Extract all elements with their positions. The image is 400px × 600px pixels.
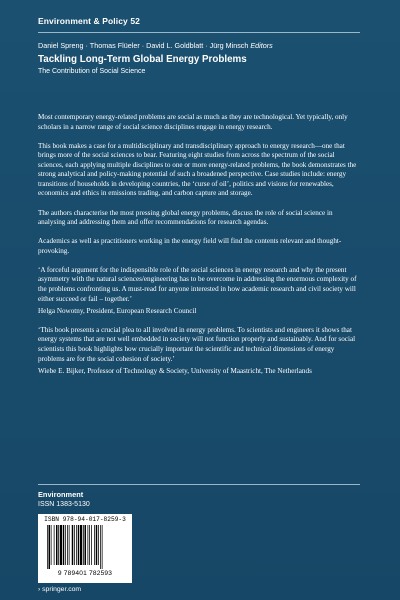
blurb-paragraph: The authors characterise the most pressing global energy problems, discuss the role of social science in analysing and addressing them and offer recommendations for research agendas. — [38, 208, 333, 227]
barcode-bar — [69, 525, 70, 565]
endorsement-quote: ‘A forceful argument for the indispensible role of the social sciences in energy research and why the present asymmetry with the natural sciences/engineering has to be overcome in addressing the enormous complexity of the problems confronting us. A must-read for anyone interested in how academic research and civil society will either succeed or fail – together.’ — [38, 265, 357, 303]
barcode-bar — [49, 525, 51, 569]
barcode-bar — [63, 525, 65, 565]
barcode-bar — [78, 525, 80, 565]
barcode-bar — [98, 525, 99, 565]
barcode-isbn: ISBN 978-94-017-8259-3 — [44, 516, 126, 523]
book-title: Tackling Long-Term Global Energy Problems — [38, 54, 247, 65]
editors-tag: Editors — [250, 41, 273, 50]
barcode-bar — [58, 525, 59, 565]
subject-category: Environment — [38, 490, 84, 499]
editor-names: Daniel Spreng · Thomas Flüeler · David L. Goldblatt · Jürg Minsch — [38, 41, 249, 50]
barcode-bar — [96, 525, 98, 565]
blurb-paragraph: This book makes a case for a multidisciplinary and transdisciplinary approach to energy research—one that brings more of the social sciences to bear. Featuring eight studies from across the spectrum of the social sciences, each applying multiple disciplines to one or more energy-related problems, the book demonstrates the strong analytical and policy-making potential of such a broadened perspective. Case studies include: energy transitions of households in developing countries, the ‘curse of oil’, politics and visions for renewables, economics and ethics in emissions trading, and carbon capture and storage. — [38, 141, 357, 198]
barcode-bar — [56, 525, 58, 565]
publisher-url[interactable]: › springer.com — [38, 586, 82, 593]
barcode-bar — [102, 525, 103, 569]
barcode-bar — [83, 525, 84, 565]
barcode-bar — [67, 525, 68, 565]
barcode-icon — [47, 525, 123, 569]
barcode-bar — [91, 525, 92, 565]
endorsement-quote: ‘This book presents a crucial plea to all involved in energy problems. To scientists and engineers it shows that energy systems that are not well embedded in society will not function properly and sustainably. And for social scientists this book highlights how crucially important the scientific and technical dimensions of energy problems are for the social cohesion of society.’ — [38, 325, 356, 363]
endorsement-author: Wiebe E. Bijker, Professor of Technology & Society, University of Maastricht, The Netherlands — [38, 366, 312, 375]
blurb-paragraph: Academics as well as practitioners working in the energy field will find the contents relevant and thought-provoking. — [38, 237, 342, 255]
barcode-bar — [89, 525, 90, 565]
series-label: Environment & Policy 52 — [38, 16, 140, 26]
barcode-bar — [65, 525, 66, 565]
barcode-bar — [51, 525, 52, 565]
barcode-bar — [74, 525, 75, 565]
book-subtitle: The Contribution of Social Science — [38, 68, 146, 75]
barcode-bar — [100, 525, 101, 569]
editors-line — [38, 41, 273, 50]
barcode-bar — [88, 525, 89, 565]
barcode-panel — [38, 514, 132, 583]
blurb-paragraph: Most contemporary energy-related problems are social as much as they are technological. Yet typically, only scholars in a narrow range of social science disciplines engage in energy research. — [38, 113, 348, 131]
barcode-bar — [76, 525, 77, 565]
barcode-digits: 9 789401 782593 — [57, 570, 113, 577]
barcode-bar — [54, 525, 55, 565]
barcode-bar — [80, 525, 82, 565]
endorsement-author: Helga Nowotny, President, European Research Council — [38, 306, 197, 315]
barcode-bar — [72, 525, 74, 565]
blurb-text — [38, 113, 360, 386]
issn-label: ISSN 1383-5130 — [38, 501, 90, 508]
barcode-bar — [60, 525, 62, 565]
bottom-divider — [38, 484, 360, 485]
barcode-bar — [47, 525, 48, 569]
top-divider — [38, 32, 360, 33]
barcode-bar — [94, 525, 95, 565]
barcode-bar — [85, 525, 87, 565]
